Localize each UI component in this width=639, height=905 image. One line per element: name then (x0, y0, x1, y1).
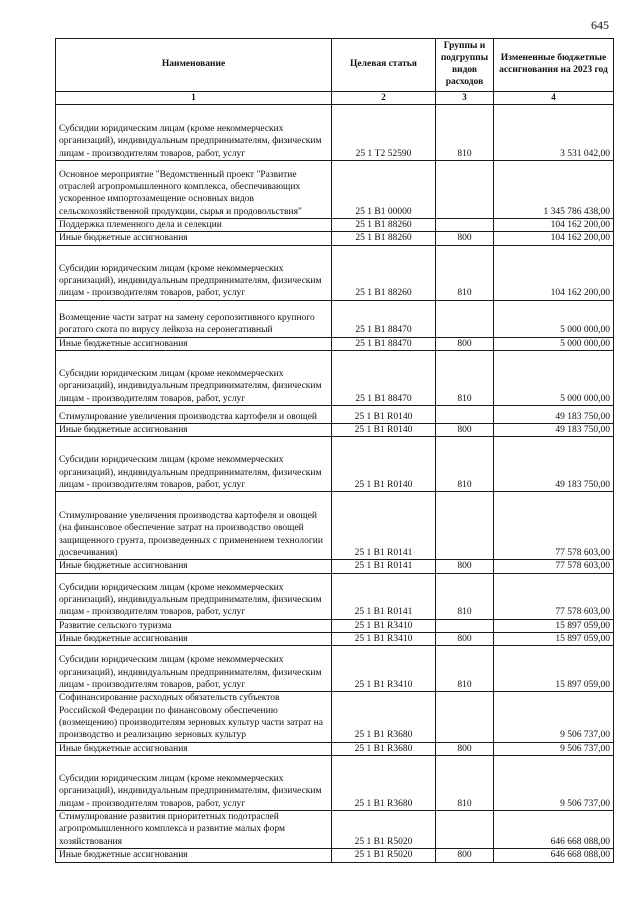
cell-name: Возмещение части затрат на замену серопозитивного крупного рогатого скота по вирусу лейкоза на серонегативный (56, 300, 332, 337)
cell-expense-group (436, 692, 494, 742)
table-row (56, 232, 614, 245)
cell-target-code: 25 1 В1 R3410 (332, 633, 436, 646)
cell-amount: 646 668 088,00 (494, 849, 614, 862)
cell-expense-group: 800 (436, 560, 494, 573)
table-row (56, 692, 614, 742)
cell-name: Субсидии юридическим лицам (кроме некоммерческих организаций), индивидуальным предпринимателям, физическим лицам - производителям товаров, работ, услуг (56, 756, 332, 811)
cell-amount: 5 000 000,00 (494, 351, 614, 406)
table-row (56, 811, 614, 849)
cell-name: Иные бюджетные ассигнования (56, 742, 332, 755)
cell-name: Софинансирование расходных обязательств субъектов Российской Федерации по финансовому обеспечению (возмещению) производителям зерновых культур части затрат на производство и реализацию зерновых культур (56, 692, 332, 742)
cell-name: Субсидии юридическим лицам (кроме некоммерческих организаций), индивидуальным предпринимателям, физическим лицам - производителям товаров, работ, услуг (56, 245, 332, 300)
table-row (56, 573, 614, 619)
cell-name: Иные бюджетные ассигнования (56, 337, 332, 350)
table-row (56, 619, 614, 632)
cell-target-code: 25 1 В1 R5020 (332, 811, 436, 849)
table-row (56, 633, 614, 646)
column-number: 1 (56, 92, 332, 105)
cell-name: Субсидии юридическим лицам (кроме некоммерческих организаций), индивидуальным предпринимателям, физическим лицам - производителям товаров, работ, услуг (56, 573, 332, 619)
budget-table (55, 38, 614, 863)
table-row (56, 560, 614, 573)
cell-target-code: 25 1 В1 R5020 (332, 849, 436, 862)
cell-name: Стимулирование развития приоритетных подотраслей агропромышленного комплекса и развитие малых форм хозяйствования (56, 811, 332, 849)
cell-amount: 49 183 750,00 (494, 437, 614, 492)
table-row (56, 424, 614, 437)
cell-target-code: 25 1 В1 R0141 (332, 560, 436, 573)
table-row (56, 406, 614, 424)
cell-target-code: 25 1 В1 88470 (332, 337, 436, 350)
cell-name: Иные бюджетные ассигнования (56, 849, 332, 862)
cell-amount: 104 162 200,00 (494, 219, 614, 232)
cell-target-code: 25 1 В1 R3410 (332, 646, 436, 692)
cell-target-code: 25 1 В1 00000 (332, 161, 436, 219)
cell-target-code: 25 1 В1 88470 (332, 300, 436, 337)
table-row (56, 492, 614, 560)
cell-expense-group (436, 161, 494, 219)
header-amount: Измененные бюджетные ассигнования на 2023 год (494, 39, 614, 92)
header-group: Группы и подгруппы видов расходов (436, 39, 494, 92)
cell-amount: 5 000 000,00 (494, 337, 614, 350)
cell-name: Субсидии юридическим лицам (кроме некоммерческих организаций), индивидуальным предпринимателям, физическим лицам - производителям товаров, работ, услуг (56, 105, 332, 161)
cell-target-code: 25 1 В1 R3680 (332, 756, 436, 811)
table-row (56, 161, 614, 219)
cell-name: Иные бюджетные ассигнования (56, 633, 332, 646)
cell-name: Иные бюджетные ассигнования (56, 232, 332, 245)
cell-target-code: 25 1 В1 R0140 (332, 424, 436, 437)
cell-expense-group: 810 (436, 105, 494, 161)
cell-target-code: 25 1 В1 88260 (332, 245, 436, 300)
cell-amount: 646 668 088,00 (494, 811, 614, 849)
cell-amount: 104 162 200,00 (494, 245, 614, 300)
cell-name: Стимулирование увеличения производства картофеля и овощей (56, 406, 332, 424)
header-code: Целевая статья (332, 39, 436, 92)
cell-expense-group (436, 406, 494, 424)
cell-amount: 9 506 737,00 (494, 742, 614, 755)
cell-expense-group (436, 811, 494, 849)
cell-amount: 3 531 042,00 (494, 105, 614, 161)
table-row (56, 105, 614, 161)
cell-amount: 77 578 603,00 (494, 492, 614, 560)
cell-name: Иные бюджетные ассигнования (56, 424, 332, 437)
cell-amount: 104 162 200,00 (494, 232, 614, 245)
table-row (56, 219, 614, 232)
cell-name: Поддержка племенного дела и селекции (56, 219, 332, 232)
cell-target-code: 25 1 В1 R0140 (332, 437, 436, 492)
cell-amount: 49 183 750,00 (494, 406, 614, 424)
cell-amount: 15 897 059,00 (494, 646, 614, 692)
cell-expense-group: 810 (436, 573, 494, 619)
cell-expense-group: 800 (436, 849, 494, 862)
cell-target-code: 25 1 В1 88260 (332, 232, 436, 245)
column-number: 3 (436, 92, 494, 105)
cell-expense-group: 800 (436, 232, 494, 245)
column-number-row (56, 92, 614, 105)
table-row (56, 245, 614, 300)
table-row (56, 646, 614, 692)
cell-target-code: 25 1 В1 R0141 (332, 573, 436, 619)
cell-expense-group (436, 492, 494, 560)
cell-name: Иные бюджетные ассигнования (56, 560, 332, 573)
cell-expense-group: 800 (436, 337, 494, 350)
cell-expense-group: 800 (436, 424, 494, 437)
cell-expense-group (436, 219, 494, 232)
cell-name: Основное мероприятие "Ведомственный проект "Развитие отраслей агропромышленного комплекса, обеспечивающих ускоренное импортозамещение основных видов сельскохозяйственной продукции, сырья и продовольствия" (56, 161, 332, 219)
header-name: Наименование (56, 39, 332, 92)
table-row (56, 756, 614, 811)
cell-name: Субсидии юридическим лицам (кроме некоммерческих организаций), индивидуальным предпринимателям, физическим лицам - производителям товаров, работ, услуг (56, 437, 332, 492)
cell-name: Стимулирование увеличения производства картофеля и овощей (на финансовое обеспечение затрат на производство овощей защищенного грунта, произведенных с применением технологии досвечивания) (56, 492, 332, 560)
cell-amount: 1 345 786 438,00 (494, 161, 614, 219)
cell-amount: 15 897 059,00 (494, 619, 614, 632)
cell-target-code: 25 1 В1 88260 (332, 219, 436, 232)
cell-target-code: 25 1 В1 R0140 (332, 406, 436, 424)
cell-expense-group: 810 (436, 245, 494, 300)
cell-amount: 49 183 750,00 (494, 424, 614, 437)
cell-amount: 5 000 000,00 (494, 300, 614, 337)
table-row (56, 849, 614, 862)
table-row (56, 437, 614, 492)
cell-target-code: 25 1 В1 R3680 (332, 692, 436, 742)
cell-expense-group (436, 619, 494, 632)
cell-amount: 77 578 603,00 (494, 560, 614, 573)
table-body (56, 105, 614, 863)
cell-name: Субсидии юридическим лицам (кроме некоммерческих организаций), индивидуальным предпринимателям, физическим лицам - производителям товаров, работ, услуг (56, 351, 332, 406)
cell-name: Субсидии юридическим лицам (кроме некоммерческих организаций), индивидуальным предпринимателям, физическим лицам - производителям товаров, работ, услуг (56, 646, 332, 692)
cell-expense-group (436, 300, 494, 337)
cell-target-code: 25 1 В1 R0141 (332, 492, 436, 560)
column-number: 4 (494, 92, 614, 105)
cell-target-code: 25 1 В1 R3410 (332, 619, 436, 632)
cell-amount: 15 897 059,00 (494, 633, 614, 646)
cell-amount: 9 506 737,00 (494, 692, 614, 742)
table-header-row (56, 39, 614, 92)
cell-target-code: 25 1 Т2 52590 (332, 105, 436, 161)
table-row (56, 742, 614, 755)
cell-amount: 77 578 603,00 (494, 573, 614, 619)
cell-expense-group: 800 (436, 633, 494, 646)
column-number: 2 (332, 92, 436, 105)
cell-expense-group: 800 (436, 742, 494, 755)
cell-amount: 9 506 737,00 (494, 756, 614, 811)
cell-target-code: 25 1 В1 R3680 (332, 742, 436, 755)
page-number: 645 (591, 18, 609, 32)
cell-expense-group: 810 (436, 646, 494, 692)
cell-target-code: 25 1 В1 88470 (332, 351, 436, 406)
table-row (56, 337, 614, 350)
table-row (56, 300, 614, 337)
cell-expense-group: 810 (436, 756, 494, 811)
cell-expense-group: 810 (436, 351, 494, 406)
table-row (56, 351, 614, 406)
cell-expense-group: 810 (436, 437, 494, 492)
cell-name: Развитие сельского туризма (56, 619, 332, 632)
